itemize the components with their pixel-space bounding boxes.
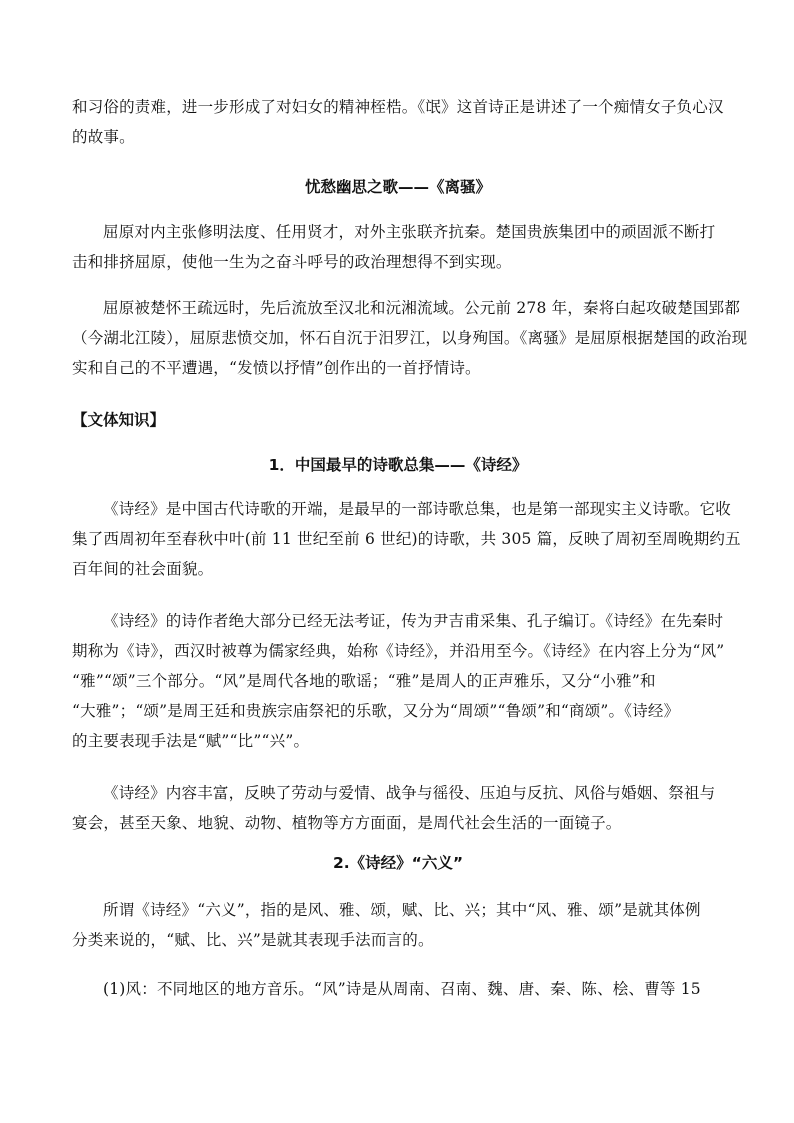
text-line: (1)风：不同地区的地方音乐。“风”诗是从周南、召南、魏、唐、秦、陈、桧、曹等 15 xyxy=(103,980,701,998)
paragraph-intro xyxy=(72,92,724,152)
text-line: 百年间的社会面貌。 xyxy=(72,560,214,578)
text-line: 屈原对内主张修明法度、任用贤才，对外主张联齐抗秦。楚国贵族集团中的顽固派不断打 xyxy=(103,223,716,241)
text-line: “雅”“颂”三个部分。“风”是周代各地的歌谣；“雅”是周人的正声雅乐，又分“小雅”和 xyxy=(72,672,656,690)
text-line: 实和自己的不平遭遇，“发愤以抒情”创作出的一首抒情诗。 xyxy=(72,359,481,377)
text-line: 分类来说的，“赋、比、兴”是就其表现手法而言的。 xyxy=(72,931,434,949)
paragraph-liuyi xyxy=(72,895,724,955)
paragraph-shijing-authorship xyxy=(72,606,724,756)
heading-lisao: 忧愁幽思之歌——《离骚》 xyxy=(304,178,491,196)
text-line: 集了西周初年至春秋中叶(前 11 世纪至前 6 世纪)的诗歌，共 305 篇，反映了周初至周晚期约五 xyxy=(72,530,741,548)
paragraph-shijing-overview xyxy=(72,494,741,584)
text-line: 《诗经》内容丰富，反映了劳动与爱情、战争与徭役、压迫与反抗、风俗与婚姻、祭祖与 xyxy=(103,784,716,802)
text-line: 击和排挤屈原，使他一生为之奋斗呼号的政治理想得不到实现。 xyxy=(72,253,512,271)
text-line: 《诗经》是中国古代诗歌的开端，是最早的一部诗歌总集，也是第一部现实主义诗歌。它收 xyxy=(103,500,732,518)
text-line: “大雅”；“颂”是周王廷和贵族宗庙祭祀的乐歌，又分为“周颂”“鲁颂”和“商颂”。《诗经》 xyxy=(72,702,680,720)
paragraph-shijing-content xyxy=(72,778,724,838)
text-line: 期称为《诗》，西汉时被尊为儒家经典，始称《诗经》，并沿用至今。《诗经》在内容上分为“风” xyxy=(72,642,725,660)
text-line: 和习俗的责难，进一步形成了对妇女的精神桎梏。《氓》这首诗正是讲述了一个痴情女子负心汉 xyxy=(72,98,724,116)
text-line: 的主要表现手法是“赋”“比”“兴”。 xyxy=(72,732,310,750)
text-line: （今湖北江陵），屈原悲愤交加，怀石自沉于汨罗江，以身殉国。《离骚》是屈原根据楚国的政治现 xyxy=(72,329,748,347)
text-line: 《诗经》的诗作者绝大部分已经无法考证，传为尹吉甫采集、孔子编订。《诗经》在先秦时 xyxy=(103,612,724,630)
paragraph-quyuan-exile xyxy=(72,293,748,383)
paragraph-quyuan-politics xyxy=(72,217,724,277)
text-line: 屈原被楚怀王疏远时，先后流放至汉北和沅湘流域。公元前 278 年，秦将白起攻破楚国郢都 xyxy=(103,299,741,317)
heading-liuyi: 2.《诗经》“六义” xyxy=(332,854,464,872)
section-label-wenti: 【文体知识】 xyxy=(72,411,166,429)
text-line: 的故事。 xyxy=(72,128,135,146)
paragraph-feng xyxy=(72,974,724,1004)
text-line: 所谓《诗经》“六义”，指的是风、雅、颂，赋、比、兴；其中“风、雅、颂”是就其体例 xyxy=(103,901,701,919)
text-line: 宴会，甚至天象、地貌、动物、植物等方方面面，是周代社会生活的一面镜子。 xyxy=(72,814,622,832)
heading-shijing-collection: 1．中国最早的诗歌总集——《诗经》 xyxy=(268,456,528,474)
